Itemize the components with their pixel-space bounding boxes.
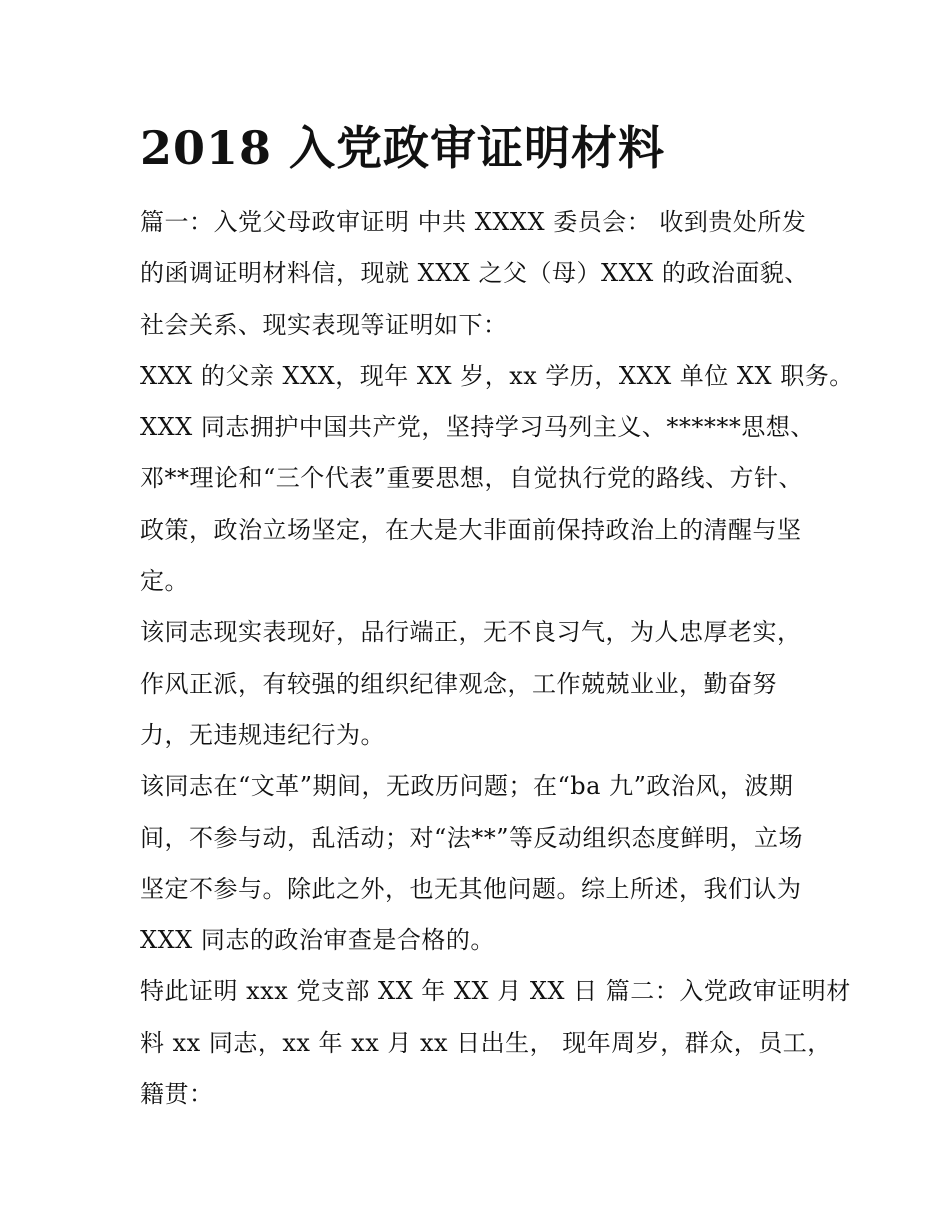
body-line: 间，不参与动，乱活动；对“法**”等反动组织态度鲜明，立场 — [140, 823, 804, 852]
body-line: 邓**理论和“三个代表”重要思想，自觉执行党的路线、方针、 — [140, 464, 804, 493]
body-line: 力，无违规违纪行为。 — [140, 720, 385, 749]
document-body — [140, 197, 854, 1120]
body-line: 该同志现实表现好，品行端正，无不良习气，为人忠厚老实， — [140, 618, 802, 647]
body-line: 料 xx 同志，xx 年 xx 月 xx 日出生， 现年周岁，群众，员工， — [140, 1028, 832, 1057]
body-line: 该同志在“文革”期间，无政历问题；在“ba 九”政治风，波期 — [140, 772, 794, 801]
body-line: 政策，政治立场坚定，在大是大非面前保持政治上的清醒与坚 — [140, 515, 802, 544]
body-line: 的函调证明材料信，现就 XXX 之父（母）XXX 的政治面貌、 — [140, 259, 809, 288]
body-line: 社会关系、现实表现等证明如下： — [140, 310, 508, 339]
body-line: 篇一：入党父母政审证明 中共 XXXX 委员会： 收到贵处所发 — [140, 208, 807, 236]
body-line: XXX 同志拥护中国共产党，坚持学习马列主义、******思想、 — [140, 413, 815, 442]
body-line: XXX 同志的政治审查是合格的。 — [140, 926, 495, 955]
document-title: 2018 入党政审证明材料 — [140, 121, 666, 175]
body-line: 籍贯： — [140, 1080, 214, 1109]
body-line: 坚定不参与。除此之外，也无其他问题。综上所述，我们认为 — [140, 874, 802, 903]
body-line: XXX 的父亲 XXX，现年 XX 岁，xx 学历，XXX 单位 XX 职务。 — [140, 361, 854, 390]
body-line: 定。 — [140, 567, 189, 596]
body-line: 特此证明 xxx 党支部 XX 年 XX 月 XX 日 篇二：入党政审证明材 — [140, 977, 851, 1006]
body-line: 作风正派，有较强的组织纪律观念，工作兢兢业业，勤奋努 — [140, 669, 777, 698]
